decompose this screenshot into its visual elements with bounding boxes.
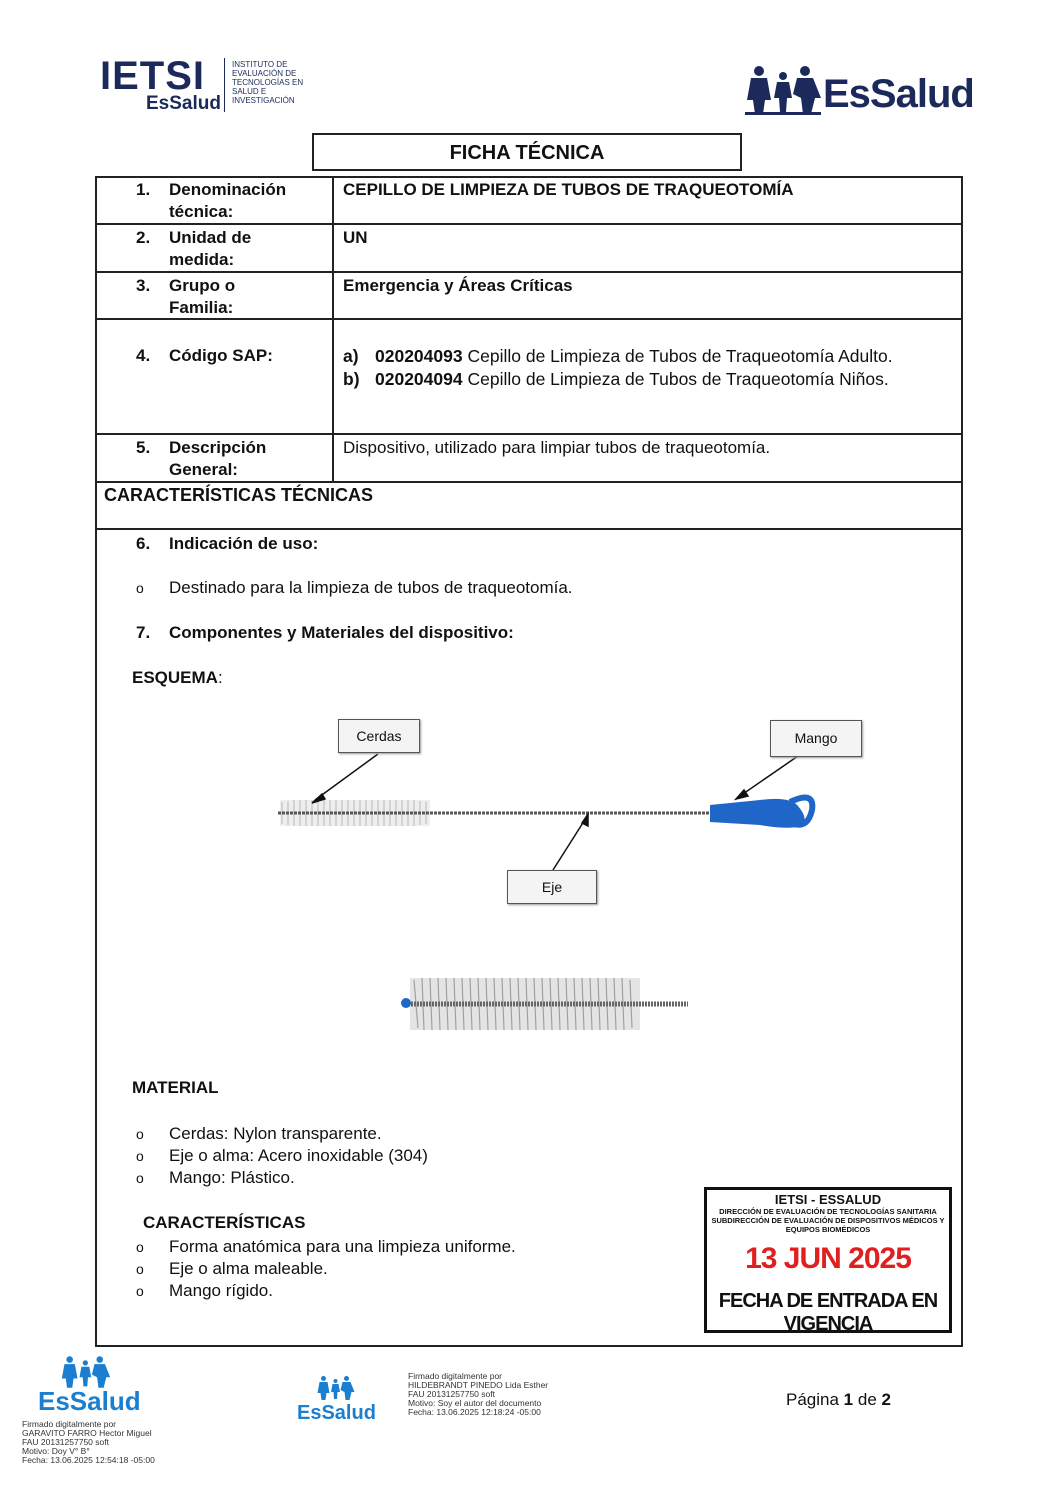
- document-title: FICHA TÉCNICA: [312, 133, 742, 171]
- row-value-descripcion: Dispositivo, utilizado para limpiar tubos de traqueotomía.: [343, 438, 771, 457]
- callout-cerdas: Cerdas: [338, 719, 420, 753]
- brush-closeup-image: [398, 968, 693, 1038]
- ietsi-logo-description: INSTITUTO DE EVALUACIÓN DE TECNOLOGÍAS EN SALUD E INVESTIGACIÓN: [232, 60, 304, 105]
- list-item: o Mango: Plástico.: [136, 1168, 295, 1187]
- handle-drawing: [710, 799, 805, 828]
- family-figures-icon: [745, 64, 823, 116]
- list-item: o Cerdas: Nylon transparente.: [136, 1124, 382, 1143]
- ietsi-logo-text: IETSI: [100, 54, 206, 98]
- section-title: CARACTERÍSTICAS TÉCNICAS: [104, 485, 374, 505]
- list-item: o Eje o alma: Acero inoxidable (304): [136, 1146, 428, 1165]
- row-label-unidad: 2. Unidad de medida:: [136, 228, 252, 269]
- signature-block-left: Firmado digitalmente por GARAVITO FARRO Hector Miguel FAU 20131257750 soft Motivo: Doy V° B° Fecha: 13.06.2025 12:54:18 -05:00: [22, 1419, 155, 1465]
- esquema-label: ESQUEMA:: [132, 668, 223, 687]
- callout-mango: Mango: [770, 720, 862, 757]
- stamp-date: 13 JUN 2025: [745, 1242, 911, 1275]
- list-item: o Eje o alma maleable.: [136, 1259, 328, 1278]
- table-divider: [95, 481, 963, 483]
- essalud-logo-text: EsSalud: [823, 72, 974, 116]
- row-label-descripcion: 5. Descripción General:: [136, 438, 267, 479]
- ietsi-logo: [100, 56, 315, 116]
- signature-block-mid: Firmado digitalmente por HILDEBRANDT PINEDO Lida Esther FAU 20131257750 soft Motivo: Soy el autor del documento Fecha: 13.06.2025 12:18:24 -05:00: [408, 1371, 549, 1417]
- row-value-denominacion: CEPILLO DE LIMPIEZA DE TUBOS DE TRAQUEOTOMÍA: [343, 180, 794, 199]
- footer-essalud-logo-mid: EsSalud: [297, 1402, 376, 1424]
- validity-stamp: [704, 1187, 952, 1333]
- stamp-title: IETSI - ESSALUD: [774, 1192, 882, 1207]
- sap-code-item: a) 020204093 Cepillo de Limpieza de Tubos de Traqueotomía Adulto.: [343, 346, 893, 366]
- table-column-divider: [332, 176, 334, 482]
- list-item: o Mango rígido.: [136, 1281, 273, 1300]
- ietsi-logo-subtext: EsSalud: [146, 93, 221, 114]
- footer-essalud-logo: EsSalud: [38, 1386, 141, 1416]
- sap-code-item: b) 020204094 Cepillo de Limpieza de Tubos de Traqueotomía Niños.: [343, 369, 889, 389]
- row-label-codigo-sap: 4. Código SAP:: [136, 346, 273, 365]
- material-title: MATERIAL: [132, 1078, 219, 1097]
- row-value-unidad: UN: [343, 228, 368, 247]
- row-value-grupo: Emergencia y Áreas Críticas: [343, 276, 573, 295]
- stamp-direction: DIRECCIÓN DE EVALUACIÓN DE TECNOLOGÍAS SANITARIA: [719, 1207, 937, 1216]
- table-divider: [95, 528, 963, 530]
- table-divider: [95, 433, 963, 435]
- section-7-title: 7. Componentes y Materiales del dispositivo:: [136, 623, 514, 642]
- family-figures-icon: [58, 1355, 114, 1389]
- caracteristicas-title: CARACTERÍSTICAS: [143, 1213, 306, 1232]
- family-figures-icon: [316, 1375, 356, 1401]
- list-item: o Forma anatómica para una limpieza uniforme.: [136, 1237, 516, 1256]
- stamp-subdirection: SUBDIRECCIÓN DE EVALUACIÓN DE DISPOSITIVOS MÉDICOS Y EQUIPOS BIOMÉDICOS: [711, 1216, 945, 1234]
- table-divider: [95, 223, 963, 225]
- essalud-logo: [745, 64, 974, 118]
- list-item: o Destinado para la limpieza de tubos de traqueotomía.: [136, 578, 573, 597]
- ietsi-logo-separator: [224, 58, 225, 112]
- page-number: Página 1 de 2: [786, 1390, 891, 1409]
- section-6-title: 6. Indicación de uso:: [136, 534, 319, 553]
- callout-eje: Eje: [507, 870, 597, 904]
- row-label-grupo: 3. Grupo o Familia:: [136, 276, 236, 317]
- stamp-caption: FECHA DE ENTRADA EN VIGENCIA: [718, 1290, 938, 1335]
- table-divider: [95, 271, 963, 273]
- row-label-denominacion: 1. Denominación técnica:: [136, 180, 287, 221]
